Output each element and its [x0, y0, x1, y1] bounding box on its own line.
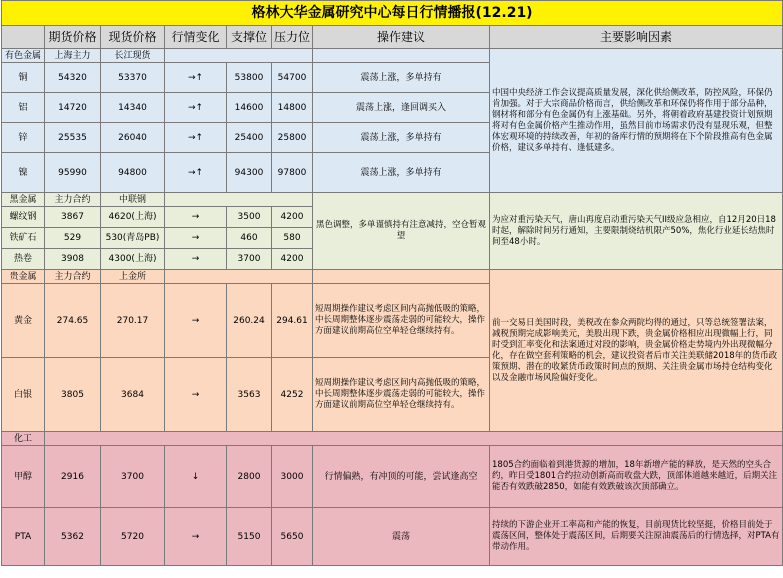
row-nickel-resistance: 97800: [272, 153, 313, 193]
row-aluminum-resistance: 14800: [272, 93, 313, 123]
factors-precious: 前一交易日美国时段，美税改在参众两院均得的通过，只等总统签署法案，减税预期完成影响美元，美股出现下跌，贵金属价格相应出现微幅上行，同时受到汇率变化和法案通过对段的影响，贵金属价格走势境内外出现微幅分化，存在做空套利策略的机会，建议投资者后市关注美联储2018年的货币政策预期、潜在的收紧货币政策时间点的预期、关注贵金属市场持仓结构变化以及金融市场风险偏好变化。: [490, 270, 783, 432]
row-hot-coil-name: 热卷: [2, 249, 45, 270]
row-methanol-spot: 3700: [101, 446, 165, 508]
row-hot-coil-resistance: 4200: [272, 249, 313, 270]
report-title: 格林大华金属研究中心每日行情播报(12.21): [2, 1, 783, 26]
row-zinc-resistance: 25800: [272, 123, 313, 153]
nonferrous-spot-src: 长江现货: [101, 49, 165, 63]
row-aluminum-spot: 14340: [101, 93, 165, 123]
row-pta-name: PTA: [2, 508, 45, 566]
ferrous-spot-src: 中联钢: [101, 193, 165, 207]
row-zinc-advice: 震荡上涨，多单持有: [313, 123, 490, 153]
row-iron-ore-name: 铁矿石: [2, 228, 45, 249]
row-rebar-support: 3500: [227, 207, 272, 228]
row-pta-spot: 5720: [101, 508, 165, 566]
row-rebar-spot: 4620(上海): [101, 207, 165, 228]
row-nickel-spot: 94800: [101, 153, 165, 193]
row-rebar-futures: 3867: [45, 207, 101, 228]
row-copper-spot: 53370: [101, 63, 165, 93]
nonferrous-futures-src: 上海主力: [45, 49, 101, 63]
row-copper-support: 53800: [227, 63, 272, 93]
row-copper-resistance: 54700: [272, 63, 313, 93]
row-methanol-change: ↓: [165, 446, 227, 508]
row-aluminum-advice: 震荡上涨，逢回调买入: [313, 93, 490, 123]
section-ferrous: 黑金属: [2, 193, 45, 207]
row-copper-change: →↑: [165, 63, 227, 93]
ferrous-advice: 黑色调整，多单谨慎持有注意减持，空仓暂观望: [313, 193, 490, 270]
row-pta-resistance: 5650: [272, 508, 313, 566]
row-methanol-name: 甲醇: [2, 446, 45, 508]
row-silver-name: 白银: [2, 358, 45, 432]
row-nickel-advice: 震荡上涨，多单持有: [313, 153, 490, 193]
row-copper-advice: 震荡上涨，多单持有: [313, 63, 490, 93]
row-hot-coil-spot: 4300(上海): [101, 249, 165, 270]
row-rebar-name: 螺纹钢: [2, 207, 45, 228]
header-advice: 操作建议: [313, 26, 490, 49]
section-nonferrous: 有色金属: [2, 49, 45, 63]
row-rebar-change: →: [165, 207, 227, 228]
row-silver-advice: 短周期操作建议考虑区间内高抛低吸的策略，中长周期整体逐步震荡走弱的可能较大，操作方面建议前期高位空单轻仓继续持有。: [313, 358, 490, 432]
row-zinc-futures: 25535: [45, 123, 101, 153]
row-copper-name: 铜: [2, 63, 45, 93]
row-silver-spot: 3684: [101, 358, 165, 432]
row-iron-ore-resistance: 580: [272, 228, 313, 249]
row-aluminum-change: →↑: [165, 93, 227, 123]
row-silver-resistance: 4252: [272, 358, 313, 432]
section-chemical: 化工: [2, 432, 45, 446]
row-gold-name: 黄金: [2, 284, 45, 358]
header-spot: 现货价格: [101, 26, 165, 49]
row-gold-advice: 短周期操作建议考虑区间内高抛低吸的策略，中长周期整体逐步震荡走弱的可能较大，操作方面建议前期高位空单轻仓继续持有。: [313, 284, 490, 358]
header-resistance: 压力位: [272, 26, 313, 49]
row-silver-support: 3563: [227, 358, 272, 432]
row-methanol-futures: 2916: [45, 446, 101, 508]
row-zinc-spot: 26040: [101, 123, 165, 153]
row-aluminum-support: 14600: [227, 93, 272, 123]
row-zinc-change: →↑: [165, 123, 227, 153]
row-pta-advice: 震荡: [313, 508, 490, 566]
factors-nonferrous: 中国中央经济工作会议提高质量发展，深化供给侧改革，防控风险，环保仍肯加强。对于大宗商品价格而言，供给侧改革和环保仍将作用于部分品种，钢材将和部分有色金属仍有上涨基础。另外，将朝着政府基建投资计划预期将对有色金属价格产生推动作用，虽然目前市场需求仍没有显现乐观，但整体宏观环境的持续改善，年初的备库行情的预期将在下个阶段推高有色金属价格，建议多单持有、逢低建多。: [490, 49, 783, 193]
row-hot-coil-change: →: [165, 249, 227, 270]
row-silver-futures: 3805: [45, 358, 101, 432]
row-gold-change: →: [165, 284, 227, 358]
row-zinc-support: 25400: [227, 123, 272, 153]
header-blank: [2, 26, 45, 49]
row-zinc-name: 锌: [2, 123, 45, 153]
row-methanol-advice: 行情偏熟，有冲顶的可能，尝试逢高空: [313, 446, 490, 508]
header-change: 行情变化: [165, 26, 227, 49]
precious-spot-src: 上金所: [101, 270, 165, 284]
row-pta-futures: 5362: [45, 508, 101, 566]
factors-ferrous: 为应对重污染天气，唐山再度启动重污染天气II级应急相应，自12月20日18时起，解除时间另行通知，主要限制烧结机限产50%，焦化行业延长结焦时间至48小时。: [490, 193, 783, 270]
row-pta-change: →: [165, 508, 227, 566]
row-pta-support: 5150: [227, 508, 272, 566]
market-report-table: [1, 0, 783, 566]
row-gold-spot: 270.17: [101, 284, 165, 358]
factors-pta: 持续的下游企业开工率高和产能的恢复，目前现货比较坚挺，价格目前处于震荡区间，整体处于震荡区间，后期要关注原油震荡后的行情选择，对PTA有带动作用。: [490, 508, 783, 566]
precious-futures-src: 主力合约: [45, 270, 101, 284]
header-factors: 主要影响因素: [490, 26, 783, 49]
row-hot-coil-futures: 3908: [45, 249, 101, 270]
row-aluminum-futures: 14720: [45, 93, 101, 123]
row-gold-resistance: 294.61: [272, 284, 313, 358]
row-aluminum-name: 铝: [2, 93, 45, 123]
row-iron-ore-spot: 530(青岛PB): [101, 228, 165, 249]
row-nickel-name: 镍: [2, 153, 45, 193]
row-methanol-support: 2800: [227, 446, 272, 508]
section-precious: 贵金属: [2, 270, 45, 284]
ferrous-futures-src: 主力合约: [45, 193, 101, 207]
row-iron-ore-futures: 529: [45, 228, 101, 249]
row-gold-futures: 274.65: [45, 284, 101, 358]
row-methanol-resistance: 3000: [272, 446, 313, 508]
row-hot-coil-support: 3700: [227, 249, 272, 270]
row-nickel-support: 94300: [227, 153, 272, 193]
row-nickel-futures: 95990: [45, 153, 101, 193]
factors-methanol: 1805合约面临着到港货源的增加，18年新增产能的释放，是天然的空头合约，昨日受1801合约拉动创新高而收盘大跌，顶部体道越来越近，后期关注能否有效跌破2850，如能有效跌破该次顶部确立。: [490, 446, 783, 508]
header-support: 支撑位: [227, 26, 272, 49]
header-futures: 期货价格: [45, 26, 101, 49]
row-iron-ore-change: →: [165, 228, 227, 249]
row-rebar-resistance: 4200: [272, 207, 313, 228]
row-silver-change: →: [165, 358, 227, 432]
row-iron-ore-support: 460: [227, 228, 272, 249]
row-gold-support: 260.24: [227, 284, 272, 358]
row-nickel-change: →↑: [165, 153, 227, 193]
row-copper-futures: 54320: [45, 63, 101, 93]
